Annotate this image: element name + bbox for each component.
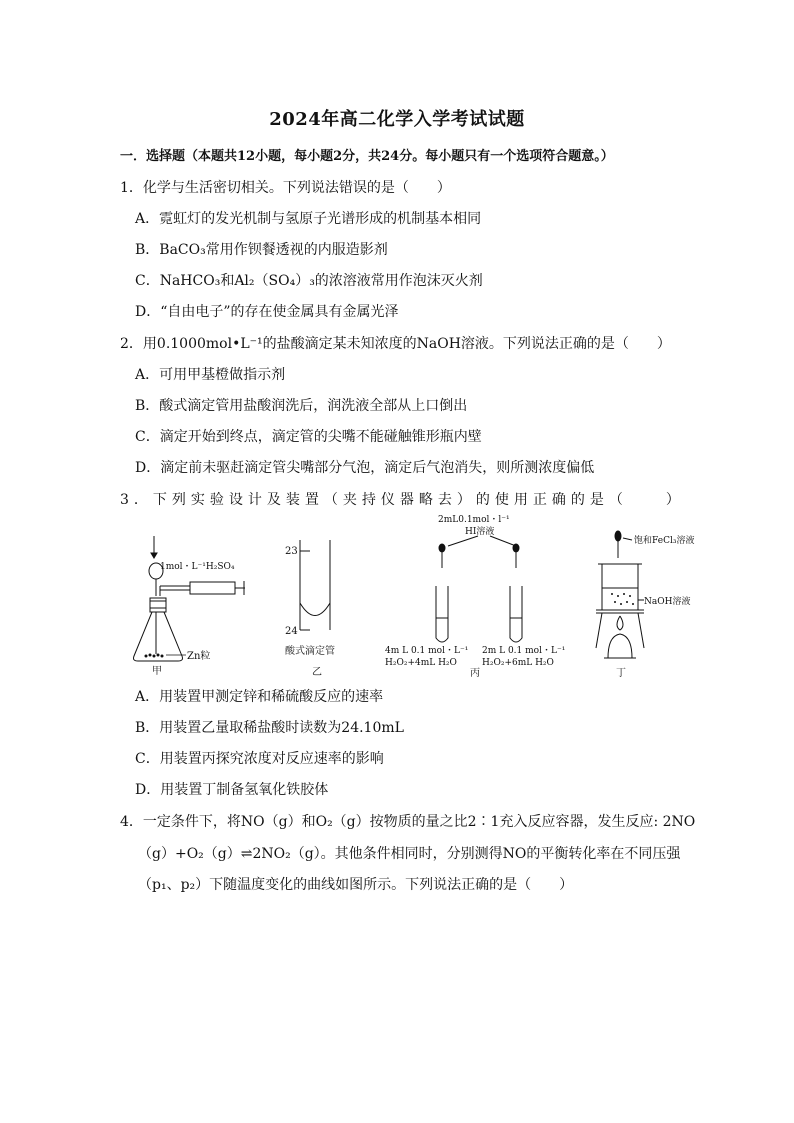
jia-zn-label: Zn粒: [187, 651, 211, 662]
ding-fecl3-label: 饱和FeCl₃溶液: [634, 536, 695, 546]
yi-mark-24: 24: [285, 626, 298, 637]
page-title: 2024年高二化学入学考试试题: [269, 109, 525, 130]
apparatus-bing: [436, 536, 522, 642]
question-2-option-a: A．可用甲基橙做指示剂: [135, 367, 286, 383]
question-1-stem: 1．化学与生活密切相关。下列说法错误的是（ ）: [120, 180, 451, 196]
jia-name: 甲: [152, 666, 162, 677]
apparatus-ding: [596, 531, 644, 658]
question-4-line-1: 4．一定条件下，将NO（g）和O₂（g）按物质的量之比2∶1充入反应容器，发生反应: 2NO: [120, 814, 696, 830]
question-3-option-a: A．用装置甲测定锌和稀硫酸反应的速率: [135, 689, 384, 705]
question-1-option-c: C．NaHCO₃和Al₂（SO₄）₃的浓溶液常用作泡沫灭火剂: [135, 273, 483, 289]
question-4-line-2: （g）+O₂（g）⇌2NO₂（g）。其他条件相同时，分别测得NO的平衡转化率在不同压强: [138, 846, 681, 862]
bing-reagent-line2: HI溶液: [465, 527, 495, 537]
apparatus-yi: [300, 540, 330, 630]
question-3-option-c: C．用装置丙探究浓度对反应速率的影响: [135, 751, 384, 767]
bing-reagent-line1: 2mL0.1mol・l⁻¹: [438, 515, 510, 525]
yi-name: 乙: [312, 667, 322, 678]
question-2-stem: 2．用0.1000mol•L⁻¹的盐酸滴定某未知浓度的NaOH溶液。下列说法正确的是（ ）: [120, 336, 671, 352]
yi-mark-23: 23: [285, 546, 298, 557]
bing-left-line1: 4m L 0.1 mol・L⁻¹: [385, 646, 469, 656]
bing-left-line2: H₂O₂+4mL H₂O: [385, 658, 457, 668]
apparatus-jia: [134, 536, 246, 661]
question-1-option-d: D．“自由电子”的存在使金属具有金属光泽: [135, 304, 399, 320]
section-heading: 一．选择题（本题共12小题，每小题2分，共24分。每小题只有一个选项符合题意。）: [120, 149, 614, 164]
question-3-stem: 3．下列实验设计及装置（夹持仪器略去）的使用正确的是（ ）: [120, 492, 685, 508]
question-2-option-c: C．滴定开始到终点，滴定管的尖嘴不能碰触锥形瓶内壁: [135, 429, 482, 445]
question-3-option-d: D．用装置丁制备氢氧化铁胶体: [135, 782, 329, 798]
question-2-option-d: D．滴定前未驱赶滴定管尖嘴部分气泡，滴定后气泡消失，则所测浓度偏低: [135, 460, 595, 476]
jia-acid-label: 1mol・L⁻¹H₂SO₄: [160, 562, 235, 572]
bing-right-line1: 2m L 0.1 mol・L⁻¹: [482, 646, 566, 656]
ding-naoh-label: NaOH溶液: [644, 597, 691, 607]
ding-name: 丁: [616, 668, 626, 679]
question-1-option-a: A．霓虹灯的发光机制与氢原子光谱形成的机制基本相同: [135, 211, 482, 227]
bing-right-line2: H₂O₂+6mL H₂O: [482, 658, 554, 668]
question-4-line-3: （p₁、p₂）下随温度变化的曲线如图所示。下列说法正确的是（ ）: [138, 877, 574, 893]
question-2-option-b: B．酸式滴定管用盐酸润洗后，润洗液全部从上口倒出: [135, 398, 468, 414]
question-3-option-b: B．用装置乙量取稀盐酸时读数为24.10mL: [135, 720, 404, 736]
apparatus-figure: [120, 508, 740, 683]
question-1-option-b: B．BaCO₃常用作钡餐透视的内服造影剂: [135, 242, 388, 258]
yi-burette-label: 酸式滴定管: [285, 646, 335, 657]
bing-name: 丙: [470, 668, 480, 679]
